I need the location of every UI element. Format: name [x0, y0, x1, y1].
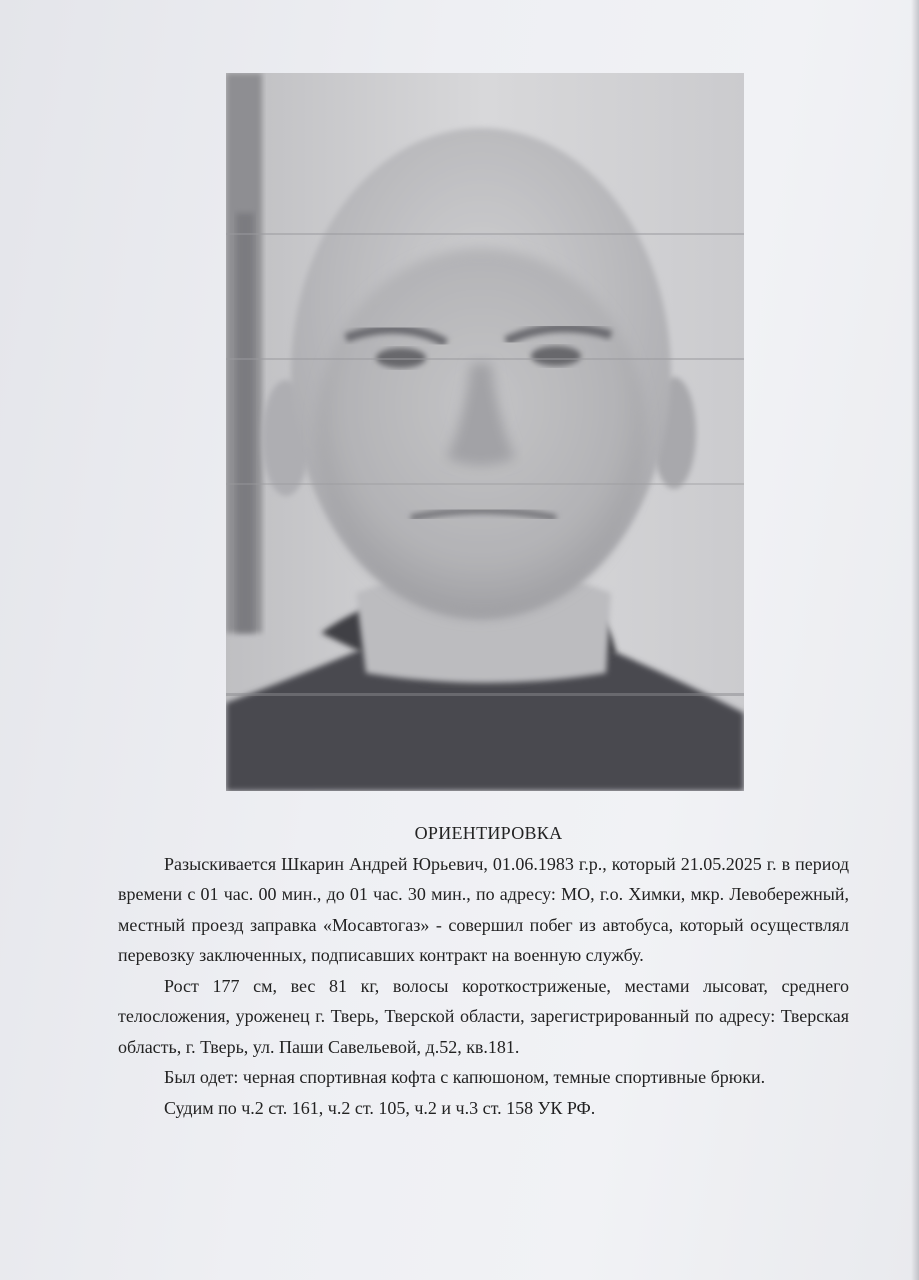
- notice-paragraph-appearance: Рост 177 см, вес 81 кг, волосы короткостриженые, местами лысоват, среднего телосложения, уроженец г. Тверь, Тверской области, зарегистрированный по адресу: Тверская область, г. Тверь, ул. Паши Савельевой, д.52, кв.181.: [118, 975, 849, 1057]
- notice-paragraph-convictions: Судим по ч.2 ст. 161, ч.2 ст. 105, ч.2 и ч.3 ст. 158 УК РФ.: [164, 1097, 596, 1118]
- notice-title: ОРИЕНТИРОВКА: [414, 823, 563, 843]
- notice-paragraph-description: Разыскивается Шкарин Андрей Юрьевич, 01.06.1983 г.р., который 21.05.2025 г. в период времени с 01 час. 00 мин., до 01 час. 30 мин., по адресу: МО, г.о. Химки, мкр. Левобережный, местный проезд заправка «Мосавтогаз» - совершил побег из автобуса, который осуществлял перевозку заключенных, подписавших контракт на военную службу.: [118, 853, 849, 965]
- notice-paragraph-clothing: Был одет: черная спортивная кофта с капюшоном, темные спортивные брюки.: [164, 1067, 766, 1087]
- sheet-edge-shadow: [911, 0, 919, 1280]
- notice-text: [118, 818, 849, 1123]
- suspect-photo: [226, 73, 744, 791]
